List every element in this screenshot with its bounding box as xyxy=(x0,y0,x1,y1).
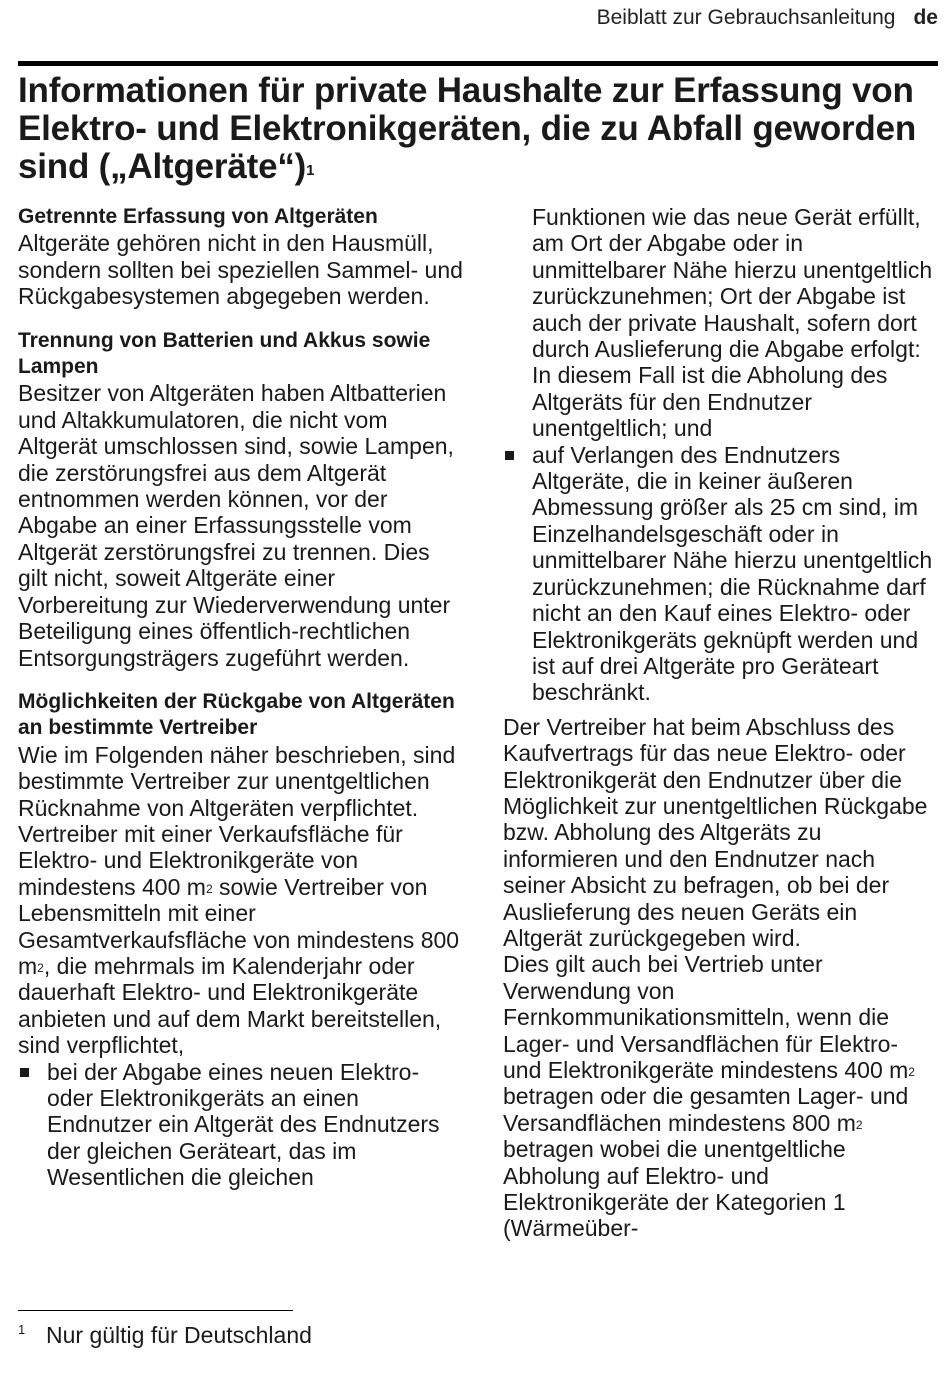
title-footnote-ref: 1 xyxy=(306,162,315,179)
section-heading-batteries-lamps: Trennung von Batterien und Akkus sowie Lampen xyxy=(18,328,431,379)
footnote xyxy=(18,1322,312,1349)
section-body-retailer-obligations: Vertreiber mit einer Verkaufsfläche für Elektro- und Elektronikgeräte von mindestens 400 $m^2$ sowie Vertreiber von Lebensmitteln mit einer Gesamtverkaufsfläche von mindestens 800 $m^2$, die mehrmals im Kalenderjahr oder dauerhaft Elektro- und Elektronikgeräte anbieten und auf dem Markt bereitstellen, sind verpflichtet, xyxy=(18,820,460,1059)
section-body-batteries-lamps: Besitzer von Altgeräten haben Altbatterien und Altakkumulatoren, die nicht vom Altgerät umschlossen sind, sowie Lampen, die zerstörungsfrei aus dem Altgerät entnommen werden können, vor der Abgabe an einer Erfassungsstelle vom Altgerät zerstörungsfrei zu trennen. Dies gilt nicht, soweit Altgeräte einer Vorbereitung zur Wiederverwendung unter Beteiligung eines öffentlich-rechtlichen Entsorgungsträgers zugeführt werden. xyxy=(18,380,454,671)
section-body-separate-collection: Altgeräte gehören nicht in den Hausmüll, sondern sollten bei speziellen Sammel- und Rückgabesystemen abgegeben werden. xyxy=(18,230,463,310)
title-text: Informationen für private Haushalte zur Erfassung von Elektro- und Elektronikgeräten, die zu Abfall geworden sind („Altgeräte“) xyxy=(18,71,917,186)
bullet-square-icon xyxy=(20,1068,29,1077)
section-heading-return-options: Möglichkeiten der Rückgabe von Altgeräten an bestimmte Vertreiber xyxy=(18,689,455,740)
section-body-return-intro: Wie im Folgenden näher beschrieben, sind bestimmte Vertreiber zur unentgeltlichen Rücknahme von Altgeräten verpflichtet. xyxy=(18,741,456,821)
bullet-square-icon xyxy=(505,451,514,460)
footnote-text: Nur gültig für Deutschland xyxy=(46,1322,312,1348)
footnote-number: 1 xyxy=(18,1322,26,1337)
paragraph-distance-selling: Dies gilt auch bei Vertrieb unter Verwendung von Fernkommunikationsmitteln, wenn die Lager- und Versandflächen für Elektro- und Elektronikgeräte mindestens 400 $m^2$ betragen oder die gesamten Lager- und Versandflächen mindestens 800 $m^2$ betragen wobei die unentgeltliche Abholung auf Elektro- und Elektronikgeräte der Kategorien 1 (Wärmeüber- xyxy=(503,951,915,1242)
obligation-list xyxy=(18,1059,463,1191)
section-heading-separate-collection: Getrennte Erfassung von Altgeräten xyxy=(18,205,378,228)
obligation-list-continued xyxy=(503,442,941,706)
right-column xyxy=(503,204,941,1242)
left-column xyxy=(18,204,463,1191)
paragraph-inform-enduser: Der Vertreiber hat beim Abschluss des Kaufvertrags für das neue Elektro- oder Elektronikgerät den Endnutzer über die Möglichkeit zur unentgeltlichen Rückgabe bzw. Abholung des Altgeräts zu informieren und den Endnutzer nach seiner Absicht zu befragen, ob bei der Auslieferung des neuen Geräts ein Altgerät zurückgegeben wird. xyxy=(503,713,928,951)
list-item-continuation: Funktionen wie das neue Gerät erfüllt, am Ort der Abgabe oder in unmittelbarer Nähe hierzu unentgeltlich zurückzunehmen; Ort der Abgabe ist auch der private Haushalt, sofern dort durch Auslieferung die Abgabe erfolgt: In diesem Fall ist die Abholung des Altgeräts für den Endnutzer unentgeltlich; und xyxy=(532,204,933,442)
page-title xyxy=(18,72,938,186)
page-header xyxy=(0,6,938,30)
document-label: Beiblatt zur Gebrauchsanleitung xyxy=(596,6,896,29)
footnote-rule xyxy=(18,1310,293,1311)
list-item: bei der Abgabe eines neuen Elektro- oder Elektronikgeräts an einen Endnutzer ein Altgerät des Endnutzers der gleichen Geräteart, das im Wesentlichen die gleichen xyxy=(18,1059,463,1191)
language-code: de xyxy=(913,6,938,29)
header-rule xyxy=(18,61,938,66)
list-item: auf Verlangen des Endnutzers Altgeräte, die in keiner äußeren Abmessung größer als 25 cm sind, im Einzelhandelsgeschäft oder in unmittelbarer Nähe hierzu unentgeltlich zurückzunehmen; die Rücknahme darf nicht an den Kauf eines Elektro- oder Elektronikgeräts geknüpft werden und ist auf drei Altgeräte pro Geräteart beschränkt. xyxy=(503,442,941,706)
